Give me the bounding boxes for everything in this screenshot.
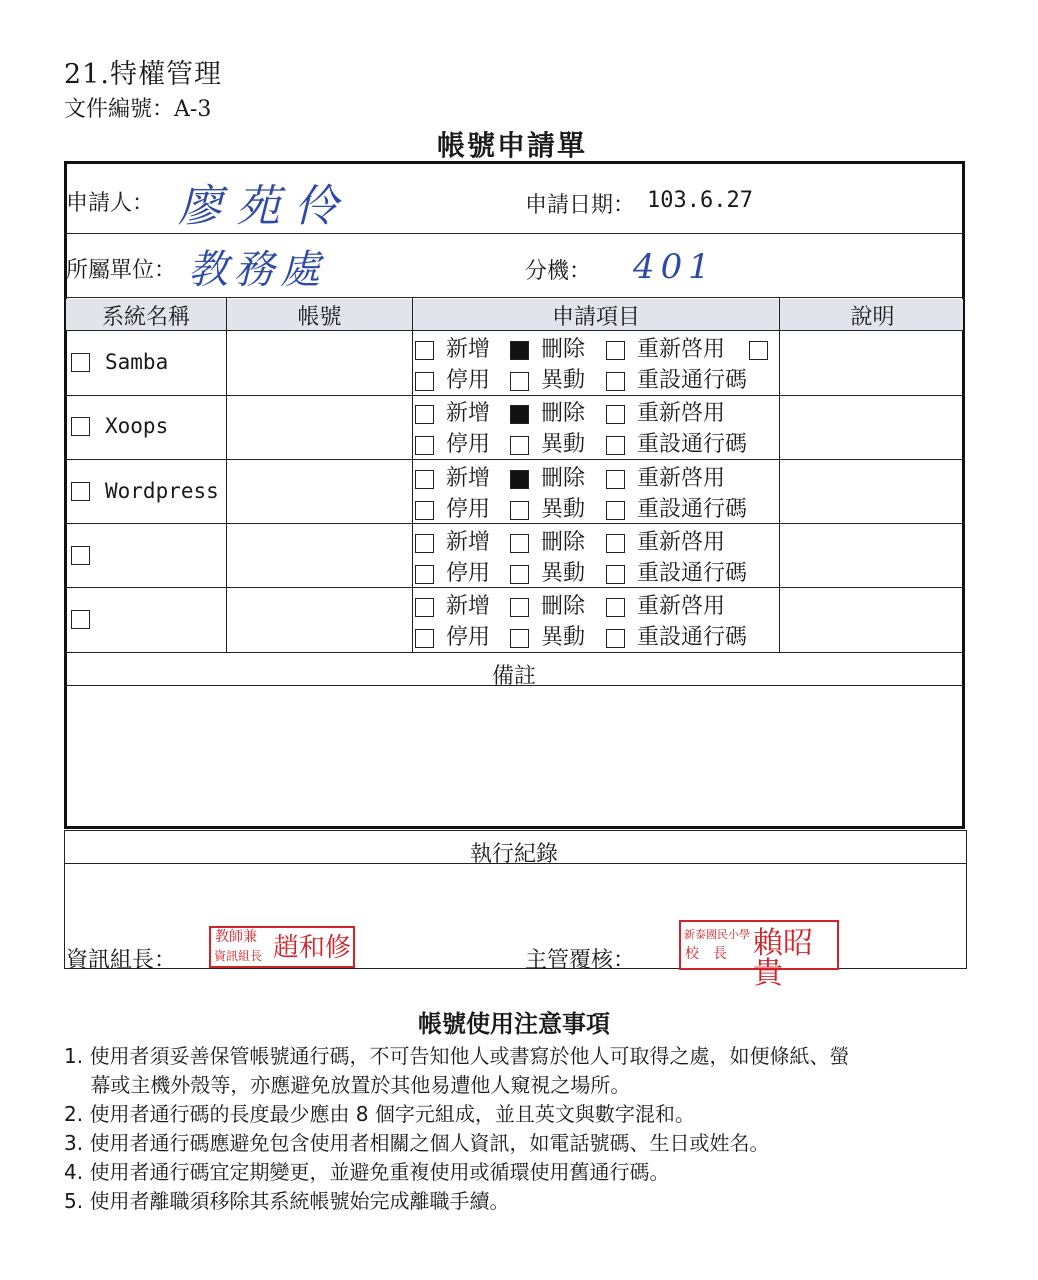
option-checkbox-disable[interactable]: [415, 436, 434, 455]
option-label-disable: 停用: [446, 368, 491, 393]
option-label-reenable: 重新啓用: [637, 337, 726, 362]
option-checkbox-change[interactable]: [510, 436, 529, 455]
option-checkbox-add[interactable]: [415, 534, 434, 553]
option-label-reset: 重設通行碼: [637, 368, 748, 393]
divider: [64, 652, 965, 653]
system-checkbox[interactable]: [71, 610, 90, 629]
option-label-add: 新增: [446, 401, 491, 427]
system-checkbox[interactable]: [71, 546, 90, 565]
option-label-disable: 停用: [446, 432, 491, 458]
option-checkbox-reset[interactable]: [606, 501, 625, 520]
system-checkbox[interactable]: [71, 482, 90, 501]
option-label-delete: 刪除: [541, 594, 586, 620]
section-title: 21.特權管理: [64, 59, 222, 90]
column-divider: [226, 297, 227, 652]
option-label-add: 新增: [446, 594, 491, 620]
option-label-reenable: 重新啓用: [637, 465, 726, 491]
stamp-title-line2: 資訊組長: [214, 949, 263, 963]
stamp-name: 趙和修: [273, 933, 352, 963]
note-line: 1. 使用者須妥善保管帳號通行碼，不可告知他人或書寫於他人可取得之處，如便條紙、螢: [64, 1044, 850, 1068]
option-label-disable: 停用: [446, 625, 491, 651]
header-request-items: 申請項目: [551, 305, 640, 330]
option-checkbox-reset[interactable]: [606, 372, 625, 391]
extra-checkbox[interactable]: [749, 341, 768, 360]
stamp-name: 賴昭貴: [753, 926, 813, 991]
option-checkbox-reset[interactable]: [606, 565, 625, 584]
header-description: 說明: [850, 305, 895, 330]
divider: [64, 523, 965, 524]
option-checkbox-add[interactable]: [415, 470, 434, 489]
option-label-reset: 重設通行碼: [637, 625, 748, 651]
applicant-label: 申請人：: [66, 191, 155, 216]
note-line: 2. 使用者通行碼的長度最少應由 8 個字元組成，並且英文與數字混和。: [64, 1102, 695, 1126]
option-checkbox-change[interactable]: [510, 501, 529, 520]
form-title: 帳號申請單: [436, 129, 587, 162]
option-label-reenable: 重新啓用: [637, 401, 726, 427]
option-checkbox-add[interactable]: [415, 405, 434, 424]
option-checkbox-delete[interactable]: [510, 341, 529, 360]
stamp-title-line1: 新泰國民小學: [684, 928, 750, 941]
option-label-reset: 重設通行碼: [637, 496, 748, 522]
option-checkbox-disable[interactable]: [415, 372, 434, 391]
option-label-delete: 刪除: [541, 401, 586, 427]
option-checkbox-disable[interactable]: [415, 565, 434, 584]
supervisor-label: 主管覆核：: [525, 948, 636, 973]
extension-label: 分機：: [525, 259, 592, 284]
option-label-add: 新增: [446, 465, 491, 491]
option-checkbox-reenable[interactable]: [606, 534, 625, 553]
option-label-change: 異動: [541, 432, 586, 458]
option-checkbox-delete[interactable]: [510, 405, 529, 424]
divider: [64, 297, 965, 298]
option-checkbox-reset[interactable]: [606, 629, 625, 648]
notes-title: 帳號使用注意事項: [418, 1010, 610, 1038]
option-checkbox-delete[interactable]: [510, 534, 529, 553]
system-name: Xoops: [105, 414, 169, 439]
option-checkbox-change[interactable]: [510, 629, 529, 648]
option-label-add: 新增: [446, 529, 491, 555]
option-checkbox-reset[interactable]: [606, 436, 625, 455]
option-label-delete: 刪除: [541, 337, 586, 362]
system-name: Samba: [105, 350, 169, 374]
option-label-delete: 刪除: [541, 465, 586, 491]
unit-label: 所屬單位：: [66, 258, 177, 283]
remarks-area[interactable]: [68, 688, 961, 826]
header-system-name: 系統名稱: [101, 305, 190, 330]
apply-date-value: 103.6.27: [647, 188, 753, 213]
unit-name: 教務處: [188, 247, 326, 293]
option-label-reenable: 重新啓用: [637, 594, 726, 620]
stamp-title-line1: 教師兼: [215, 929, 257, 945]
divider: [64, 459, 965, 460]
it-leader-stamp: [209, 926, 355, 968]
option-label-change: 異動: [541, 560, 586, 586]
option-checkbox-delete[interactable]: [510, 470, 529, 489]
remarks-label: 備註: [491, 664, 536, 689]
header-account: 帳號: [297, 305, 342, 330]
option-checkbox-delete[interactable]: [510, 598, 529, 617]
option-checkbox-add[interactable]: [415, 341, 434, 360]
option-label-delete: 刪除: [541, 529, 586, 555]
divider: [64, 587, 965, 588]
extension-value: 401: [633, 247, 716, 287]
it-leader-label: 資訊組長：: [66, 948, 177, 973]
apply-date-label: 申請日期：: [525, 193, 636, 218]
stamp-title-line2: 校 長: [685, 946, 727, 962]
option-label-change: 異動: [541, 496, 586, 522]
option-label-change: 異動: [541, 625, 586, 651]
option-label-disable: 停用: [446, 560, 491, 586]
option-checkbox-reenable[interactable]: [606, 598, 625, 617]
note-line: 3. 使用者通行碼應避免包含使用者相關之個人資訊，如電話號碼、生日或姓名。: [64, 1131, 770, 1155]
option-checkbox-disable[interactable]: [415, 501, 434, 520]
option-checkbox-reenable[interactable]: [606, 470, 625, 489]
system-name: Wordpress: [105, 478, 219, 503]
note-line: 幕或主機外殼等，亦應避免放置於其他易遭他人窺視之場所。: [64, 1073, 631, 1097]
note-line: 5. 使用者離職須移除其系統帳號始完成離職手續。: [64, 1189, 510, 1213]
system-checkbox[interactable]: [71, 353, 90, 372]
option-checkbox-reenable[interactable]: [606, 405, 625, 424]
system-checkbox[interactable]: [71, 417, 90, 436]
option-label-reset: 重設通行碼: [637, 432, 748, 458]
option-label-reenable: 重新啓用: [637, 529, 726, 555]
column-divider: [412, 297, 413, 652]
option-label-add: 新增: [446, 337, 491, 362]
divider: [64, 395, 965, 396]
option-checkbox-disable[interactable]: [415, 629, 434, 648]
option-checkbox-add[interactable]: [415, 598, 434, 617]
option-checkbox-change[interactable]: [510, 565, 529, 584]
column-divider: [779, 297, 780, 652]
principal-stamp: [679, 920, 839, 991]
applicant-name: 廖苑伶: [178, 181, 352, 232]
option-checkbox-change[interactable]: [510, 372, 529, 391]
option-label-disable: 停用: [446, 496, 491, 522]
option-checkbox-reenable[interactable]: [606, 341, 625, 360]
note-line: 4. 使用者通行碼宜定期變更，並避免重複使用或循環使用舊通行碼。: [64, 1160, 670, 1184]
option-label-reset: 重設通行碼: [637, 560, 748, 586]
option-label-change: 異動: [541, 368, 586, 393]
document-number: 文件編號：A-3: [64, 97, 212, 122]
execution-log-label: 執行紀錄: [469, 842, 558, 867]
